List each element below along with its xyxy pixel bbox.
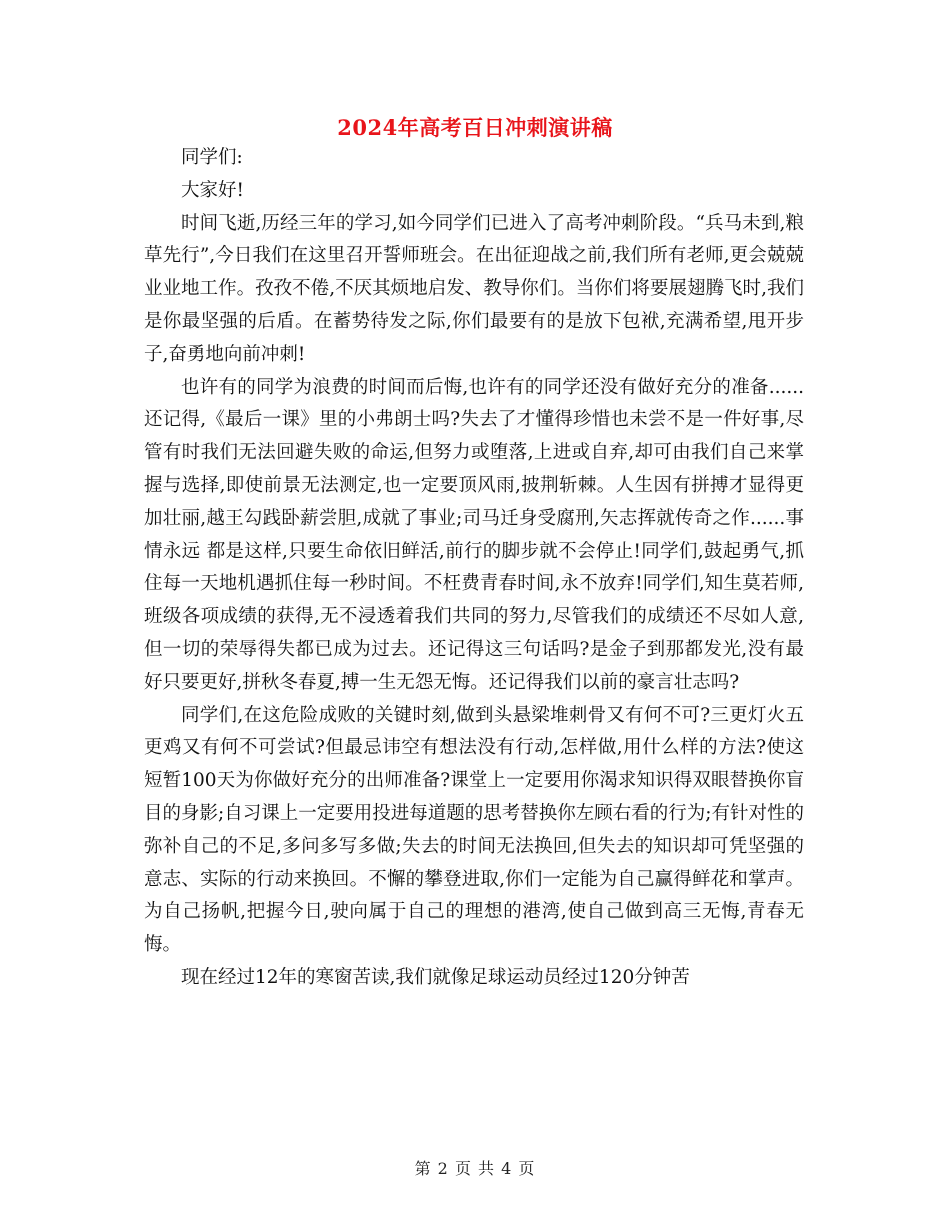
document-title: 2024年高考百日冲刺演讲稿: [337, 115, 613, 140]
paragraph-1: 时间飞逝,历经三年的学习,如今同学们已进入了高考冲刺阶段。“兵马未到,粮草先行”,今日我们在这里召开誓师班会。在出征迎战之前,我们所有老师,更会兢兢业业地工作。孜孜不倦,不厌其烦地启发、教导你们。当你们将要展翅腾飞时,我们是你最坚强的后盾。在蓄势待发之际,你们最要有的是放下包袱,充满希望,甩开步子,奋勇地向前冲刺!: [144, 212, 804, 365]
document-body: [144, 142, 804, 995]
salutation: 同学们:: [181, 147, 243, 168]
greeting: 大家好!: [181, 179, 244, 201]
paragraph-4: 现在经过12年的寒窗苦读,我们就像足球运动员经过120分钟苦: [181, 966, 690, 988]
paragraph-2: 也许有的同学为浪费的时间而后悔,也许有的同学还没有做好充分的准备......还记得,《最后一课》里的小弗朗士吗?失去了才懂得珍惜也未尝不是一件好事,尽管有时我们无法回避失败的命运,但努力或堕落,上进或自弃,却可由我们自己来掌握与选择,即使前景无法测定,也一定要顶风雨,披荆斩棘。人生因有拼搏才显得更加壮丽,越王勾践卧薪尝胆,成就了事业;司马迁身受腐刑,矢志挥就传奇之作......事情永远 都是这样,只要生命依旧鲜活,前行的脚步就不会停止!同学们,鼓起勇气,抓住每一天地机遇抓住每一秒时间。不枉费青春时间,永不放弃!同学们,知生莫若师,班级各项成绩的获得,无不浸透着我们共同的努力,尽管我们的成绩还不尽如人意,但一切的荣辱得失都已成为过去。还记得这三句话吗?是金子到那都发光,没有最好只要更好,拼秋冬春夏,搏一生无怨无悔。还记得我们以前的豪言壮志吗?: [144, 376, 804, 693]
paragraph-3: 同学们,在这危险成败的关键时刻,做到头悬梁堆刺骨又有何不可?三更灯火五更鸡又有何不可尝试?但最忌讳空有想法没有行动,怎样做,用什么样的方法?使这短暂100天为你做好充分的出师准备?课堂上一定要用你渴求知识得双眼替换你盲目的身影;自习课上一定要用投进每道题的思考替换你左顾右看的行为;有针对性的弥补自己的不足,多问多写多做;失去的时间无法换回,但失去的知识却可凭坚强的意志、实际的行动来换回。不懈的攀登进取,你们一定能为自己赢得鲜花和掌声。为自己扬帆,把握今日,驶向属于自己的理想的港湾,使自己做到高三无悔,青春无悔。: [144, 704, 804, 956]
page-number-footer: 第 2 页 共 4 页: [414, 1159, 536, 1178]
